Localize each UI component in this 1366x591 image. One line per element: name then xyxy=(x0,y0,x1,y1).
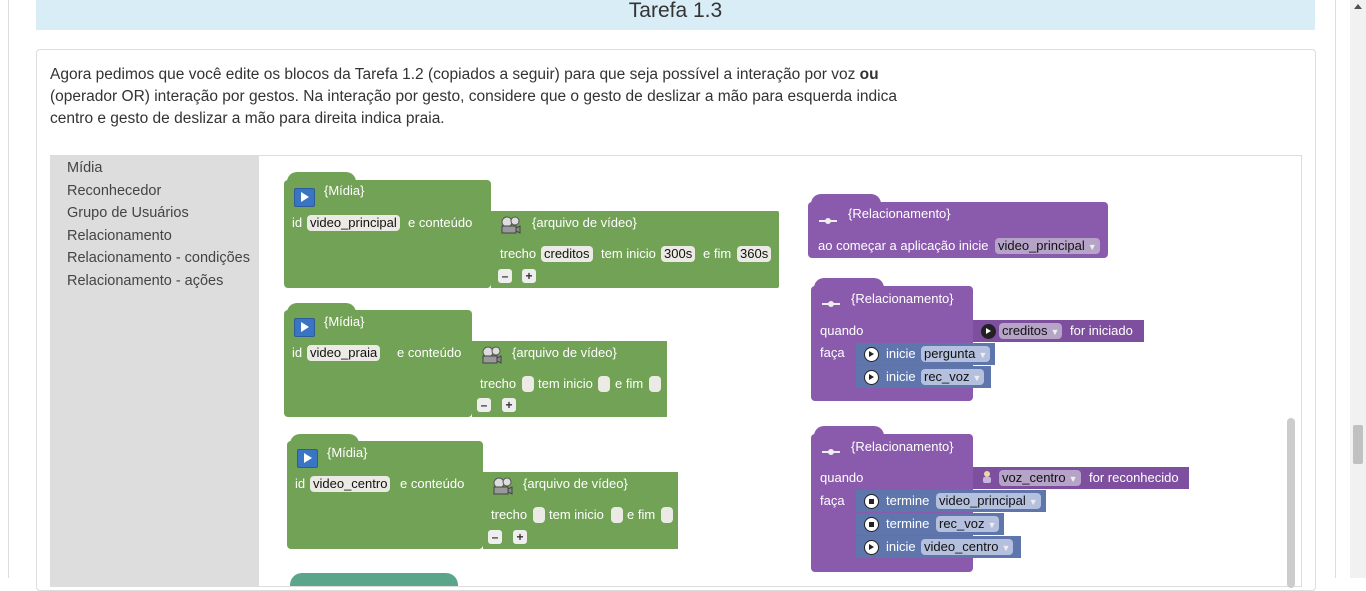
minus-button[interactable]: – xyxy=(498,269,512,283)
dropdown-arrow-icon: ▼ xyxy=(1028,497,1038,507)
blockly-toolbox xyxy=(51,156,259,586)
toolbox-category-midia[interactable]: Mídia xyxy=(67,160,103,176)
dropdown-arrow-icon: ▼ xyxy=(978,350,988,360)
content-label: e conteúdo xyxy=(408,215,473,230)
toolbox-category-rel-acoes[interactable]: Relacionamento - ações xyxy=(67,273,224,289)
dropdown-arrow-icon: ▼ xyxy=(1087,242,1097,252)
dropdown-arrow-icon: ▼ xyxy=(1050,327,1060,337)
inicio-label: tem inicio xyxy=(601,246,656,261)
action-dropdown[interactable] xyxy=(921,346,990,362)
play-icon xyxy=(297,449,318,468)
fim-label: e fim xyxy=(615,376,644,391)
video-block[interactable] xyxy=(491,211,779,288)
task-title-bar xyxy=(36,0,1315,30)
video-label: {arquivo de vídeo} xyxy=(523,476,628,491)
media-label: {Mídia} xyxy=(324,183,365,198)
description-text-1: Agora pedimos que você edite os blocos da Tarefa 1.2 (copiados a seguir) para que seja possível a interação por voz xyxy=(50,66,856,83)
condition-block[interactable] xyxy=(973,467,1189,489)
toolbox-category-reconhecedor[interactable]: Reconhecedor xyxy=(67,183,162,199)
play-circle-icon xyxy=(981,324,996,339)
plus-button[interactable]: + xyxy=(522,269,536,283)
quando-label: quando xyxy=(820,323,864,338)
id-label: id xyxy=(292,215,303,230)
inicio-label: tem inicio xyxy=(549,507,604,522)
action-block[interactable] xyxy=(856,490,1046,512)
inicio-label: tem inicio xyxy=(538,376,593,391)
dropdown-value: voz_centro xyxy=(1002,470,1066,485)
block-body xyxy=(287,441,483,549)
dropdown-value: video_principal xyxy=(998,238,1085,253)
scroll-up-icon[interactable] xyxy=(1354,4,1362,9)
media-label: {Mídia} xyxy=(324,314,365,329)
dropdown-arrow-icon: ▼ xyxy=(972,373,982,383)
page-left-border xyxy=(8,0,9,578)
trecho-field[interactable]: creditos xyxy=(541,246,593,262)
video-label: {arquivo de vídeo} xyxy=(532,215,637,230)
dropdown-value: video_principal xyxy=(939,493,1026,508)
page-right-border xyxy=(1335,0,1336,578)
inicie-label: inicie xyxy=(886,369,916,384)
id-field[interactable]: video_principal xyxy=(307,215,400,231)
dropdown-value: rec_voz xyxy=(939,516,985,531)
page-title: Tarefa 1.3 xyxy=(628,0,723,22)
inicio-field[interactable] xyxy=(611,507,623,523)
toolbox-category-grupo-usuarios[interactable]: Grupo de Usuários xyxy=(67,205,189,221)
condition-dropdown[interactable] xyxy=(999,470,1081,486)
termine-label: termine xyxy=(886,516,930,531)
media-block-partial[interactable] xyxy=(290,573,458,586)
relationship-icon xyxy=(821,445,841,455)
stop-circle-icon xyxy=(864,517,879,532)
dropdown-arrow-icon: ▼ xyxy=(1001,543,1011,553)
condition-text: for reconhecido xyxy=(1089,470,1179,485)
dropdown-value: rec_voz xyxy=(924,369,970,384)
video-block[interactable] xyxy=(483,472,678,549)
trecho-field[interactable] xyxy=(533,507,545,523)
action-dropdown[interactable] xyxy=(936,516,999,532)
toolbox-category-relacionamento[interactable]: Relacionamento xyxy=(67,228,172,244)
fim-field[interactable] xyxy=(661,507,673,523)
toolbox-category-rel-condicoes[interactable]: Relacionamento - condições xyxy=(67,250,250,266)
plus-button[interactable]: + xyxy=(502,398,516,412)
action-block[interactable] xyxy=(856,343,995,365)
minus-button[interactable]: – xyxy=(488,530,502,544)
block-body xyxy=(808,202,1108,258)
target-dropdown[interactable] xyxy=(995,238,1100,254)
action-dropdown[interactable] xyxy=(921,369,984,385)
film-reel-icon xyxy=(480,345,502,365)
video-block[interactable] xyxy=(472,341,667,417)
relationship-icon xyxy=(818,214,838,224)
video-label: {arquivo de vídeo} xyxy=(512,345,617,360)
dropdown-value: creditos xyxy=(1002,323,1048,338)
inicio-field[interactable] xyxy=(598,376,610,392)
play-circle-icon xyxy=(864,540,879,555)
termine-label: termine xyxy=(886,493,930,508)
id-field[interactable]: video_praia xyxy=(307,345,380,361)
play-circle-icon xyxy=(864,347,879,362)
description-text-2: (operador OR) interação por gestos. Na interação por gesto, considere que o gesto de deslizar a mão para esquerda indica centro e gesto de deslizar a mão para direita indica praia. xyxy=(50,88,897,127)
workspace-scrollbar[interactable] xyxy=(1287,418,1295,588)
film-reel-icon xyxy=(491,476,513,496)
film-reel-icon xyxy=(499,215,521,235)
faca-label: faça xyxy=(820,345,845,360)
play-circle-icon xyxy=(864,370,879,385)
id-label: id xyxy=(292,345,303,360)
action-dropdown[interactable] xyxy=(936,493,1041,509)
inicie-label: inicie xyxy=(886,539,916,554)
dropdown-arrow-icon: ▼ xyxy=(987,520,997,530)
stop-circle-icon xyxy=(864,494,879,509)
faca-label: faça xyxy=(820,493,845,508)
trecho-label: trecho xyxy=(480,376,517,391)
relationship-icon xyxy=(821,297,841,307)
fim-label: e fim xyxy=(703,246,732,261)
quando-label: quando xyxy=(820,470,864,485)
dropdown-value: video_centro xyxy=(924,539,999,554)
fim-label: e fim xyxy=(627,507,656,522)
action-block[interactable] xyxy=(856,366,991,388)
trecho-label: trecho xyxy=(491,507,528,522)
action-block[interactable] xyxy=(856,536,1021,558)
scroll-thumb[interactable] xyxy=(1353,425,1363,464)
content-label: e conteúdo xyxy=(400,476,465,491)
block-body xyxy=(284,180,491,288)
trecho-field[interactable] xyxy=(522,376,534,392)
rel-label: {Relacionamento} xyxy=(851,291,954,306)
fim-field[interactable] xyxy=(649,376,661,392)
description-bold: ou xyxy=(859,66,879,83)
page-scrollbar[interactable] xyxy=(1350,0,1366,578)
media-label: {Mídia} xyxy=(327,445,368,460)
trecho-label: trecho xyxy=(500,246,537,261)
task-description xyxy=(50,64,940,130)
id-field[interactable]: video_centro xyxy=(310,476,390,492)
action-dropdown[interactable] xyxy=(921,539,1013,555)
play-icon xyxy=(294,318,315,337)
dropdown-arrow-icon: ▼ xyxy=(1068,474,1078,484)
play-icon xyxy=(294,188,315,207)
fim-field[interactable]: 360s xyxy=(737,246,771,262)
minus-button[interactable]: – xyxy=(477,398,491,412)
id-label: id xyxy=(295,476,306,491)
dropdown-value: pergunta xyxy=(924,346,976,361)
action-block[interactable] xyxy=(856,513,1004,535)
start-text: ao começar a aplicação inicie xyxy=(818,238,989,253)
block-body xyxy=(284,310,472,417)
condition-block[interactable] xyxy=(973,320,1144,342)
blockly-workspace[interactable] xyxy=(50,155,1302,587)
condition-text: for iniciado xyxy=(1070,323,1133,338)
inicie-label: inicie xyxy=(886,346,916,361)
rel-label: {Relacionamento} xyxy=(848,206,951,221)
condition-dropdown[interactable] xyxy=(999,323,1062,339)
inicio-field[interactable]: 300s xyxy=(661,246,695,262)
plus-button[interactable]: + xyxy=(513,530,527,544)
content-label: e conteúdo xyxy=(397,345,462,360)
voice-recognizer-icon xyxy=(981,470,993,484)
rel-label: {Relacionamento} xyxy=(851,439,954,454)
